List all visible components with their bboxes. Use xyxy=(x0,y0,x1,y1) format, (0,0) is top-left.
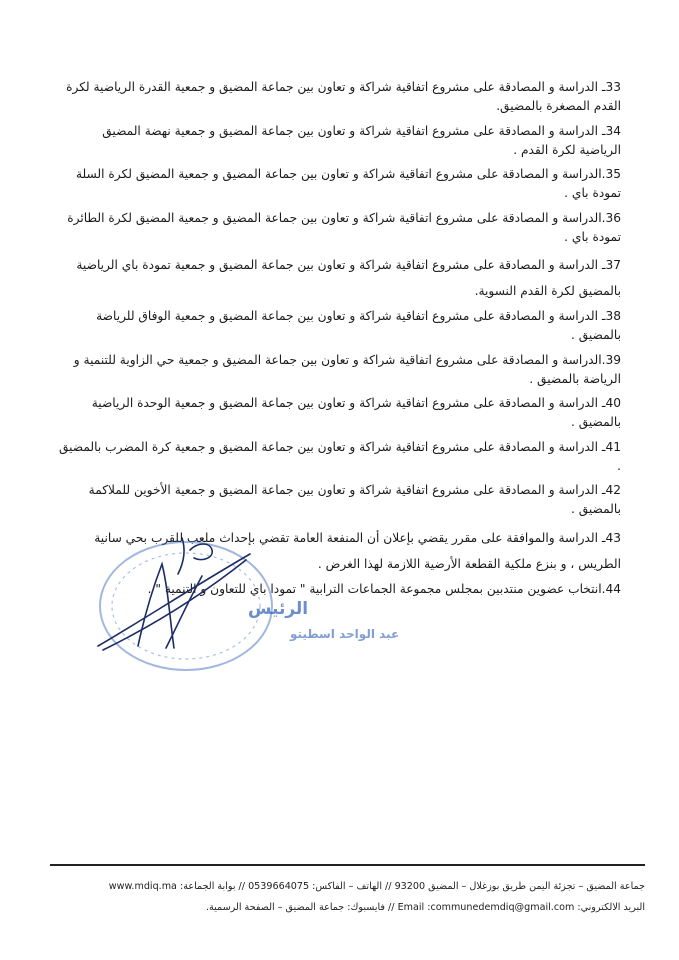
agenda-number: 37 xyxy=(605,258,621,272)
agenda-number: 41 xyxy=(605,439,621,454)
agenda-number: 44 xyxy=(605,581,621,596)
agenda-number: 33 xyxy=(605,80,621,94)
agenda-number: 38 xyxy=(605,309,621,323)
agenda-number: 39 xyxy=(605,352,621,367)
agenda-item-35 xyxy=(58,165,621,203)
agenda-item-41 xyxy=(58,438,621,476)
agenda-text: ـ الدراسة و المصادقة على مشروع اتفاقية شراكة و تعاون بين جماعة المضيق و جمعية القدرة الرياضية لكرة القدم المصغرة بالمضيق. xyxy=(66,80,621,113)
agenda-number: 42 xyxy=(605,483,621,497)
footer-address-line: جماعة المضيق – تجزئة اليمن طريق بوزغلال – المضيق 93200 // الهاتف – الفاكس: 0539664075 // بوابة الجماعة: www.mdiq.ma xyxy=(108,881,645,892)
agenda-text: ـ الدراسة و المصادقة على مشروع اتفاقية شراكة و تعاون بين جماعة المضيق و جمعية نهضة المضيق الرياضية لكرة القدم . xyxy=(102,123,621,157)
agenda-text: ـ الدراسة و المصادقة على مشروع اتفاقية شراكة و تعاون بين جماعة المضيق و جمعية الوحدة الرياضية بالمضيق . xyxy=(91,396,621,429)
agenda-number: 43 xyxy=(605,530,621,545)
agenda-text: .الدراسة و المصادقة على مشروع اتفاقية شراكة و تعاون بين جماعة المضيق و جمعية المضيق لكرة الطائرة تمودة باي . xyxy=(67,210,621,244)
agenda-item-39 xyxy=(58,351,621,389)
footer-contact-line: البريد الالكتروني: Email :communedemdiq@gmail.com // فايسبوك: جماعة المضيق – الصفحة الرسمية. xyxy=(205,902,645,913)
agenda-item-37 xyxy=(58,252,621,304)
agenda-list xyxy=(58,78,621,604)
agenda-text: .انتخاب عضوين منتدبين بمجلس مجموعة الجماعات الترابية " تمودا باي للتعاون و التنمية " . xyxy=(147,581,606,596)
agenda-item-38 xyxy=(58,307,621,345)
agenda-item-40 xyxy=(58,394,621,432)
agenda-number: 35 xyxy=(605,167,621,181)
agenda-text: .الدراسة و المصادقة على مشروع اتفاقية شراكة و تعاون بين جماعة المضيق و جمعية حي الزاوية للتنمية و الرياضة بالمضيق . xyxy=(73,352,621,386)
agenda-text: ـ الدراسة و المصادقة على مشروع اتفاقية شراكة و تعاون بين جماعة المضيق و جمعية تمودة باي الرياضية بالمضيق لكرة القدم النسوية. xyxy=(76,258,621,298)
agenda-item-36 xyxy=(58,209,621,247)
agenda-item-42 xyxy=(58,481,621,519)
agenda-text: ـ الدراسة و المصادقة على مشروع اتفاقية شراكة و تعاون بين جماعة المضيق و جمعية الأخوين للملاكمة بالمضيق . xyxy=(88,483,621,516)
agenda-text: ـ الدراسة و المصادقة على مشروع اتفاقية شراكة و تعاون بين جماعة المضيق و جمعية الوفاق للرياضة بالمضيق . xyxy=(96,309,621,342)
stamp-title: الرئيس xyxy=(248,599,309,619)
agenda-number: 40 xyxy=(605,396,621,410)
agenda-number: 36 xyxy=(605,210,621,225)
footer xyxy=(50,876,645,918)
footer-divider xyxy=(50,864,645,866)
agenda-number: 34 xyxy=(605,123,621,138)
agenda-text: .الدراسة و المصادقة على مشروع اتفاقية شراكة و تعاون بين جماعة المضيق و جمعية المضيق لكرة السلة تمودة باي . xyxy=(75,167,621,200)
agenda-text: ـ الدراسة والموافقة على مقرر يقضي بإعلان أن المنفعة العامة تقضي بإحداث ملعب للقرب بحي سانية الطريس ، و بنزع ملكية القطعة الأرضية اللازمة لهذا الغرض . xyxy=(94,530,621,571)
stamp-name: عبد الواحد اسطيتو xyxy=(290,627,400,641)
signature-icon xyxy=(98,538,250,650)
agenda-text: ـ الدراسة و المصادقة على مشروع اتفاقية شراكة و تعاون بين جماعة المضيق و جمعية كرة المضرب بالمضيق . xyxy=(58,439,621,473)
agenda-item-34 xyxy=(58,122,621,160)
agenda-item-33 xyxy=(58,78,621,116)
